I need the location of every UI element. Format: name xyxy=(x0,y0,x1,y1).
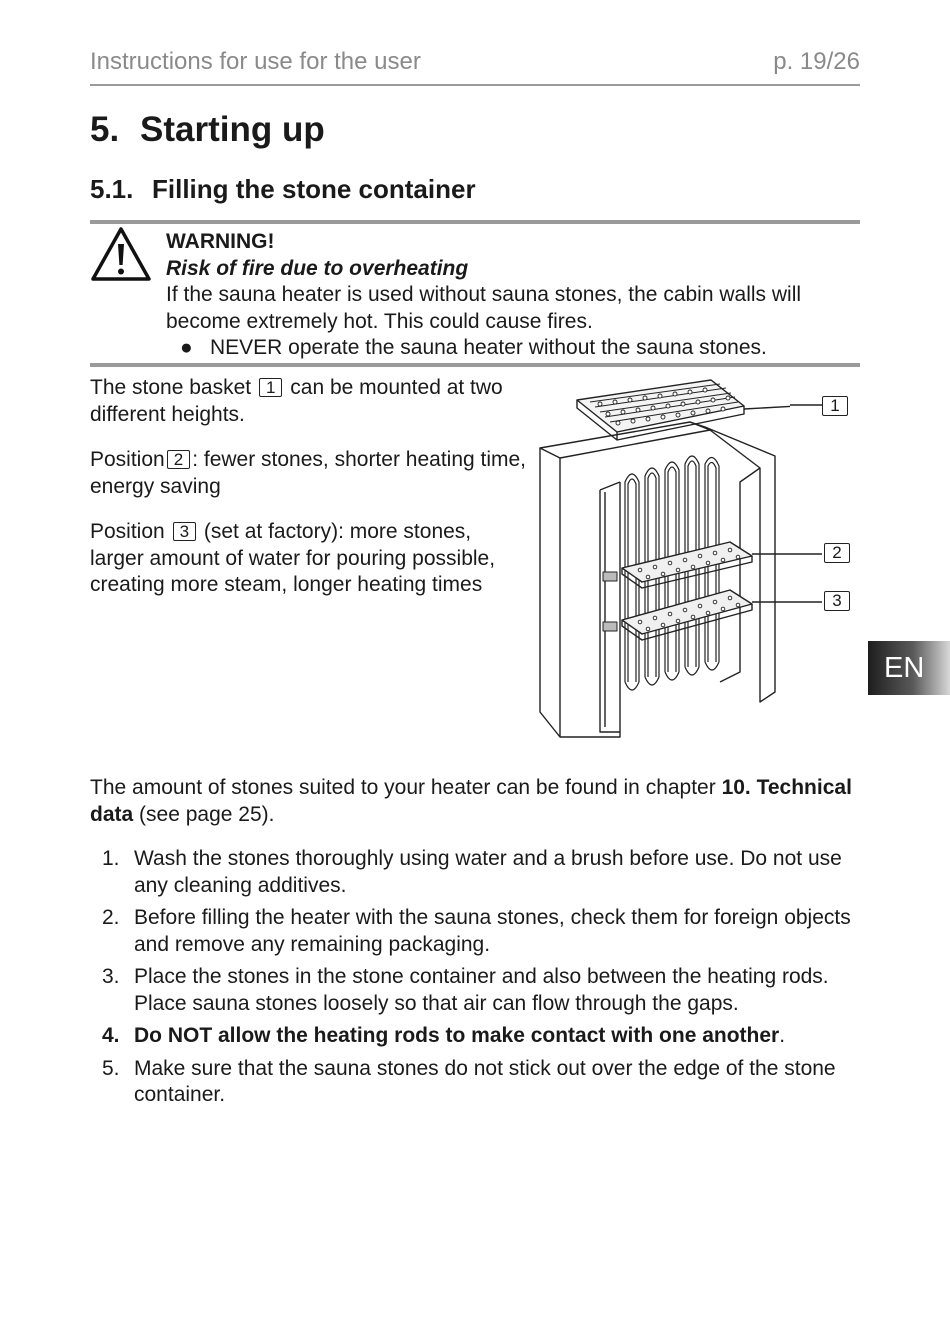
shelf-position-2 xyxy=(622,542,752,588)
section-heading xyxy=(90,110,325,150)
stone-amount-paragraph xyxy=(90,775,858,828)
section-number: 5. xyxy=(90,110,120,149)
pos2-text-b: : fewer stones, shorter heating time, energy saving xyxy=(90,448,527,498)
step-number: 1. xyxy=(102,847,120,870)
subsection-title: Filling the stone container xyxy=(152,174,476,204)
step-number: 4. xyxy=(102,1024,120,1047)
bullet-dot-icon: ● xyxy=(180,336,193,359)
step-text: Wash the stones thoroughly using water and a brush before use. Do not use any cleaning additives. xyxy=(134,847,842,897)
subsection-heading xyxy=(90,174,476,205)
callout-ref-3: 3 xyxy=(173,522,196,541)
page-number: p. 19/26 xyxy=(773,48,860,75)
heater-housing xyxy=(540,422,775,737)
leader-extensions xyxy=(790,404,822,604)
position-3-paragraph xyxy=(90,519,530,599)
callout-1: 1 xyxy=(822,396,848,416)
warning-description: If the sauna heater is used without sauna stones, the cabin walls will become extremely hot. This could cause fires. xyxy=(166,283,802,333)
callout-2: 2 xyxy=(824,543,850,563)
step-text: Place the stones in the stone container and also between the heating rods. Place sauna stones loosely so that air can flow through the gaps. xyxy=(134,965,829,1015)
basket-text-a: The stone basket xyxy=(90,376,252,399)
warning-subtitle: Risk of fire due to overheating xyxy=(166,256,469,280)
warning-bottom-rule xyxy=(90,363,860,367)
list-item xyxy=(90,905,860,958)
amount-text-b: (see page 25). xyxy=(133,802,275,826)
step-text: Make sure that the sauna stones do not stick out over the edge of the stone container. xyxy=(134,1056,836,1106)
step-number: 3. xyxy=(102,965,120,988)
warning-bullet-text: NEVER operate the sauna heater without the sauna stones. xyxy=(210,336,767,359)
basket-text-b: can be mounted at two different heights. xyxy=(90,376,503,426)
callout-3: 3 xyxy=(824,591,850,611)
warning-label: WARNING! xyxy=(166,230,275,253)
step-text: Before filling the heater with the sauna stones, check them for foreign objects and remove any remaining packaging. xyxy=(134,906,851,956)
warning-content xyxy=(166,229,860,362)
heater-diagram xyxy=(530,372,790,744)
chapter-reference[interactable]: 10. Technical data xyxy=(90,776,852,826)
basket-paragraph xyxy=(90,375,530,428)
callout-ref-2: 2 xyxy=(167,450,190,469)
leader-line-1 xyxy=(744,405,790,409)
callout-ref-1: 1 xyxy=(259,378,282,397)
section-title: Starting up xyxy=(140,110,325,149)
position-2-paragraph xyxy=(90,447,530,500)
running-header-title: Instructions for use for the user xyxy=(90,48,421,75)
warning-triangle-icon xyxy=(90,226,152,282)
subsection-number: 5.1. xyxy=(90,174,134,204)
pos2-text-a: Position xyxy=(90,448,165,471)
step-number: 2. xyxy=(102,906,120,929)
step-text: Do NOT allow the heating rods to make contact with one another xyxy=(134,1024,780,1047)
shelf-position-3 xyxy=(622,590,752,640)
amount-text-a: The amount of stones suited to your heater can be found in chapter xyxy=(90,776,722,799)
header-divider xyxy=(90,84,860,86)
list-item: 4. Do NOT allow the heating rods to make contact with one another. xyxy=(90,1023,860,1050)
step-number: 5. xyxy=(102,1056,120,1080)
pos3-text-a: Position xyxy=(90,520,165,543)
instruction-steps xyxy=(90,846,860,1115)
warning-top-rule xyxy=(90,220,860,224)
list-item xyxy=(90,846,860,899)
pos3-text-b: (set at factory): more stones, larger amount of water for pouring possible, creating more steam, longer heating times xyxy=(90,520,496,596)
warning-bullet xyxy=(166,335,860,362)
stone-basket-grate xyxy=(577,380,744,440)
list-item xyxy=(90,964,860,1017)
list-item xyxy=(90,1056,860,1109)
language-tab[interactable]: EN xyxy=(868,641,950,695)
